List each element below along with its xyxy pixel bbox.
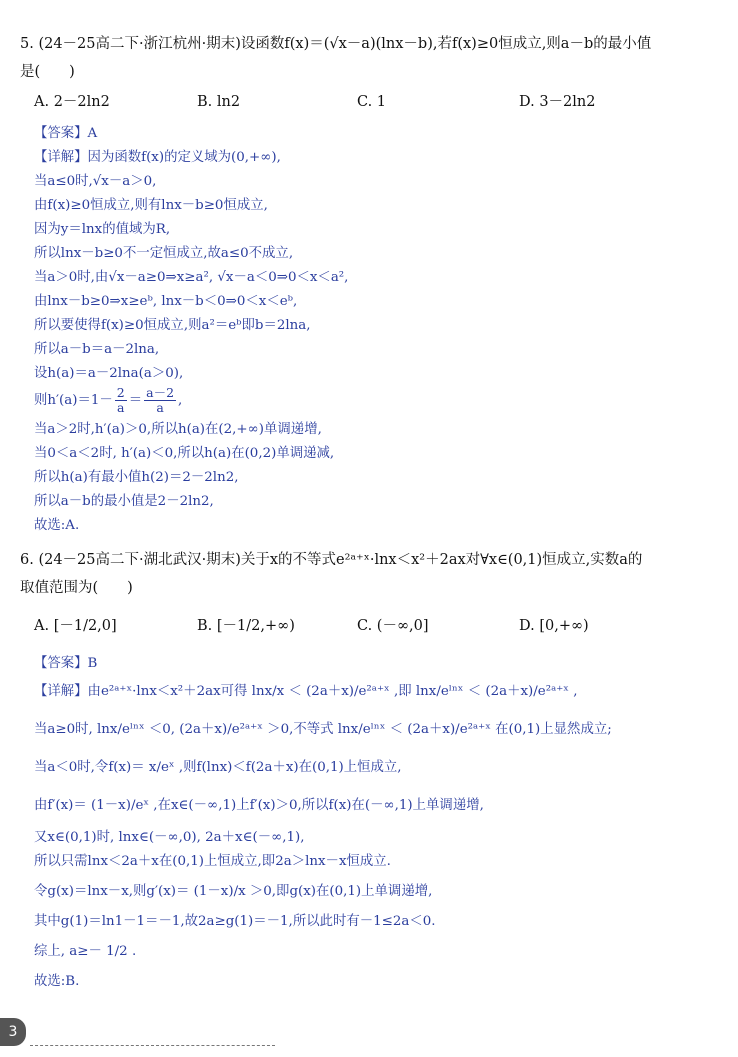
q5-line: 所以lnx－b≥0不一定恒成立,故a≤0不成立, bbox=[34, 246, 294, 261]
q6-line: 【详解】由e²ᵃ⁺ˣ·lnx＜x²＋2ax可得 lnx/x ＜ (2a＋x)/e²ᵃ⁺ˣ ,即 lnx/eˡⁿˣ ＜ (2a＋x)/e²ᵃ⁺ˣ , bbox=[34, 684, 578, 699]
q6-line: 令g(x)＝lnx－x,则g′(x)＝ (1－x)/x ＞0,即g(x)在(0,1)上单调递增, bbox=[34, 884, 433, 899]
q6-line: 其中g(1)＝ln1－1＝－1,故2a≥g(1)＝－1,所以此时有－1≤2a＜0. bbox=[34, 914, 436, 929]
q6-stem-line2: 取值范围为( ) bbox=[20, 580, 133, 596]
q6-option-c: C. (－∞,0] bbox=[357, 618, 429, 634]
q5-line: 所以h(a)有最小值h(2)＝2－2ln2, bbox=[34, 470, 239, 485]
q6-line: 当a＜0时,令f(x)＝ x/eˣ ,则f(lnx)＜f(2a＋x)在(0,1)上恒成立, bbox=[34, 760, 402, 775]
q6-line: 当a≥0时, lnx/eˡⁿˣ ＜0, (2a＋x)/e²ᵃ⁺ˣ ＞0,不等式 lnx/eˡⁿˣ ＜ (2a＋x)/e²ᵃ⁺ˣ 在(0,1)上显然成立; bbox=[34, 722, 612, 737]
q5-line: 因为y＝lnx的值域为R, bbox=[34, 222, 171, 237]
q5-stem-line1: 5. (24－25高二下·浙江杭州·期末)设函数f(x)＝(√x－a)(lnx－b),若f(x)≥0恒成立,则a－b的最小值 bbox=[20, 36, 652, 52]
q5-derivative-text: 则h′(a)＝1－ bbox=[34, 393, 113, 408]
q5-derivative-line: 则h′(a)＝1－ $\frac{2}{a}$ ＝ $\frac{a-2}{a}$ , bbox=[34, 385, 183, 415]
q5-option-a: A. 2－2ln2 bbox=[34, 94, 110, 110]
q5-option-c: C. 1 bbox=[357, 94, 387, 110]
q5-line: 当a≤0时,√x－a＞0, bbox=[34, 174, 157, 189]
q5-line: 当a＞2时,h′(a)＞0,所以h(a)在(2,+∞)单调递增, bbox=[34, 422, 322, 437]
q5-options bbox=[34, 92, 694, 114]
q5-fraction-1: $\frac{2}{a}$ bbox=[116, 385, 125, 415]
q5-line: 所以a－b＝a－2lna, bbox=[34, 342, 160, 357]
q6-answer: 【答案】B bbox=[34, 656, 98, 671]
q5-line: 【详解】因为函数f(x)的定义域为(0,+∞), bbox=[34, 150, 281, 165]
q5-line: 所以a－b的最小值是2－2ln2, bbox=[34, 494, 214, 509]
q5-fraction-2: $\frac{a-2}{a}$ bbox=[146, 385, 175, 415]
q5-line: 由f(x)≥0恒成立,则有lnx－b≥0恒成立, bbox=[34, 198, 268, 213]
q5-line: 由lnx－b≥0⇒x≥eᵇ, lnx－b＜0⇒0＜x＜eᵇ, bbox=[34, 294, 298, 309]
q6-line: 又x∈(0,1)时, lnx∈(－∞,0), 2a＋x∈(－∞,1), bbox=[34, 830, 305, 845]
q6-stem-line1: 6. (24－25高二下·湖北武汉·期末)关于x的不等式e²ᵃ⁺ˣ·lnx＜x²＋2ax对∀x∈(0,1)恒成立,实数a的 bbox=[20, 552, 643, 568]
q6-option-a: A. [－1/2,0] bbox=[34, 618, 117, 634]
q6-option-b: B. [－1/2,+∞) bbox=[197, 618, 295, 634]
q6-options bbox=[34, 616, 694, 638]
q6-line: 所以只需lnx＜2a＋x在(0,1)上恒成立,即2a＞lnx－x恒成立. bbox=[34, 854, 391, 869]
q5-option-d: D. 3－2ln2 bbox=[519, 94, 596, 110]
q6-line: 综上, a≥－ 1/2 . bbox=[34, 944, 137, 959]
q5-line: 当a＞0时,由√x－a≥0⇒x≥a², √x－a＜0⇒0＜x＜a², bbox=[34, 270, 349, 285]
q5-option-b: B. ln2 bbox=[197, 94, 241, 110]
q6-line: 故选:B. bbox=[34, 974, 80, 989]
footer-divider bbox=[30, 1045, 275, 1046]
page-number: 3 bbox=[0, 1018, 26, 1046]
q6-option-d: D. [0,+∞) bbox=[519, 618, 589, 634]
q5-answer: 【答案】A bbox=[34, 126, 98, 141]
q5-line: 当0＜a＜2时, h′(a)＜0,所以h(a)在(0,2)单调递减, bbox=[34, 446, 335, 461]
q5-line: 故选:A. bbox=[34, 518, 80, 533]
q5-line: 所以要使得f(x)≥0恒成立,则a²＝eᵇ即b＝2lna, bbox=[34, 318, 311, 333]
q6-line: 由f′(x)＝ (1－x)/eˣ ,在x∈(－∞,1)上f′(x)＞0,所以f(x)在(－∞,1)上单调递增, bbox=[34, 798, 484, 813]
q5-stem-line2: 是( ) bbox=[20, 64, 75, 80]
q5-line: 设h(a)＝a－2lna(a＞0), bbox=[34, 366, 184, 381]
